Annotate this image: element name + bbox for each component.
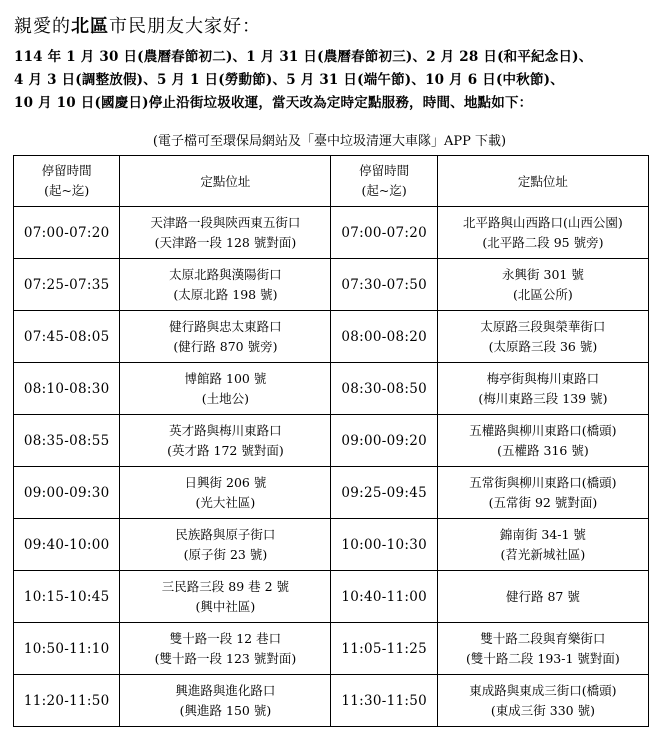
location-address: 興進路與進化路口: [175, 682, 276, 698]
stop-time-left: 10:15-10:45: [14, 571, 120, 623]
stop-location-left: [120, 467, 331, 519]
stop-location-left: [120, 207, 331, 259]
location-landmark: (興中社區): [195, 598, 256, 614]
location-address: 太原路三段與榮華街口: [480, 318, 606, 334]
stop-location-right: [437, 415, 648, 467]
location-address: 太原北路與漢陽街口: [169, 266, 282, 282]
stop-location-right: [437, 467, 648, 519]
notice-line: 10 月 10 日(國慶日)停止沿街垃圾收運，當天改為定時定點服務，時間、地點如下：: [14, 95, 533, 111]
greeting-district: 北區: [71, 16, 109, 37]
header-time-right: [331, 156, 437, 207]
stop-time-left: 10:50-11:10: [14, 623, 120, 675]
header-location-right: 定點位址: [437, 156, 648, 207]
stop-time-right: 07:30-07:50: [331, 259, 437, 311]
greeting-suffix: 市民朋友大家好：: [109, 16, 261, 37]
location-landmark: (北平路二段 95 號旁): [482, 234, 604, 250]
stop-location-left: [120, 311, 331, 363]
table-row: [14, 363, 649, 415]
stop-location-right: [437, 675, 648, 727]
stop-location-right: [437, 571, 648, 623]
header-time-sub: (起~迄): [361, 183, 407, 198]
location-landmark: (光大社區): [195, 494, 256, 510]
notice-line: 114 年 1 月 30 日(農曆春節初二)、1 月 31 日(農曆春節初三)、2 月 28 日(和平紀念日)、: [14, 49, 593, 65]
stop-location-right: [437, 519, 648, 571]
location-landmark: (苕光新城社區): [500, 546, 586, 562]
table-row: [14, 207, 649, 259]
location-address: 錦南街 34-1 號: [499, 526, 586, 542]
stop-location-left: [120, 623, 331, 675]
location-address: 北平路與山西路口(山西公園): [463, 214, 623, 230]
location-landmark: (天津路一段 128 號對面): [154, 234, 297, 250]
stop-location-left: [120, 519, 331, 571]
stop-location-right: [437, 311, 648, 363]
stop-location-right: [437, 623, 648, 675]
table-row: [14, 415, 649, 467]
location-landmark: (健行路 870 號旁): [173, 338, 278, 354]
location-landmark: (太原路三段 36 號): [488, 338, 598, 354]
stop-time-left: 07:25-07:35: [14, 259, 120, 311]
location-address: 日興街 206 號: [184, 474, 267, 490]
location-address: 民族路與原子街口: [175, 526, 276, 542]
table-row: [14, 571, 649, 623]
header-time-left: [14, 156, 120, 207]
location-landmark: (太原北路 198 號): [173, 286, 278, 302]
stop-location-right: [437, 207, 648, 259]
stop-location-left: [120, 571, 331, 623]
download-note: (電子檔可至環保局網站及「臺中垃圾清運大車隊」APP 下載): [152, 134, 507, 149]
location-address: 健行路與忠太東路口: [169, 318, 282, 334]
header-location-left: 定點位址: [120, 156, 331, 207]
location-address: 健行路 87 號: [505, 588, 580, 604]
stop-time-left: 08:10-08:30: [14, 363, 120, 415]
stop-time-left: 07:45-08:05: [14, 311, 120, 363]
location-landmark: (興進路 150 號): [179, 702, 272, 718]
holiday-notice: [14, 46, 650, 115]
stop-time-left: 11:20-11:50: [14, 675, 120, 727]
table-header-row: [14, 156, 649, 207]
stop-location-left: [120, 675, 331, 727]
location-address: 五常街與柳川東路口(橋頭): [469, 474, 617, 490]
stop-time-right: 07:00-07:20: [331, 207, 437, 259]
location-landmark: (梅川東路三段 139 號): [478, 390, 608, 406]
location-address: 五權路與柳川東路口(橋頭): [469, 422, 617, 438]
location-landmark: (雙十路二段 193-1 號對面): [466, 650, 620, 666]
stop-time-right: 11:30-11:50: [331, 675, 437, 727]
stop-time-right: 09:00-09:20: [331, 415, 437, 467]
stop-time-right: 11:05-11:25: [331, 623, 437, 675]
location-address: 三民路三段 89 巷 2 號: [161, 578, 290, 594]
stop-time-left: 09:40-10:00: [14, 519, 120, 571]
header-time-sub: (起~迄): [44, 183, 90, 198]
location-address: 雙十路一段 12 巷口: [169, 630, 282, 646]
stop-time-left: 09:00-09:30: [14, 467, 120, 519]
schedule-table: [13, 155, 649, 727]
greeting-prefix: 親愛的: [14, 16, 71, 37]
header-time-label: 停留時間: [359, 163, 410, 178]
location-address: 東成路與東成三街口(橋頭): [469, 682, 617, 698]
stop-time-left: 08:35-08:55: [14, 415, 120, 467]
location-landmark: (土地公): [201, 390, 250, 406]
location-landmark: (東成三街 330 號): [490, 702, 595, 718]
greeting: [14, 12, 261, 38]
location-address: 永興街 301 號: [502, 266, 584, 282]
stop-time-right: 08:00-08:20: [331, 311, 437, 363]
stop-location-left: [120, 415, 331, 467]
table-row: [14, 311, 649, 363]
location-landmark: (英才路 172 號對面): [167, 442, 284, 458]
table-row: [14, 623, 649, 675]
stop-location-left: [120, 259, 331, 311]
stop-location-right: [437, 363, 648, 415]
table-row: [14, 259, 649, 311]
location-landmark: (五常街 92 號對面): [488, 494, 598, 510]
location-landmark: (原子街 23 號): [183, 546, 268, 562]
location-landmark: (北區公所): [513, 286, 573, 302]
notice-line: 4 月 3 日(調整放假)、5 月 1 日(勞動節)、5 月 31 日(端午節)、10 月 6 日(中秋節)、: [14, 72, 564, 88]
table-row: [14, 467, 649, 519]
location-landmark: (雙十路一段 123 號對面): [154, 650, 297, 666]
header-time-label: 停留時間: [41, 163, 92, 178]
location-address: 天津路一段與陝西東五街口: [150, 214, 301, 230]
stop-time-right: 08:30-08:50: [331, 363, 437, 415]
location-address: 英才路與梅川東路口: [169, 422, 282, 438]
location-address: 梅亭街與梅川東路口: [486, 370, 600, 386]
stop-location-right: [437, 259, 648, 311]
stop-time-left: 07:00-07:20: [14, 207, 120, 259]
location-address: 博館路 100 號: [184, 370, 267, 386]
table-row: [14, 675, 649, 727]
stop-time-right: 10:40-11:00: [331, 571, 437, 623]
location-landmark: (五權路 316 號): [497, 442, 589, 458]
stop-time-right: 10:00-10:30: [331, 519, 437, 571]
stop-time-right: 09:25-09:45: [331, 467, 437, 519]
location-address: 雙十路二段與育樂街口: [480, 630, 606, 646]
stop-location-left: [120, 363, 331, 415]
table-row: [14, 519, 649, 571]
